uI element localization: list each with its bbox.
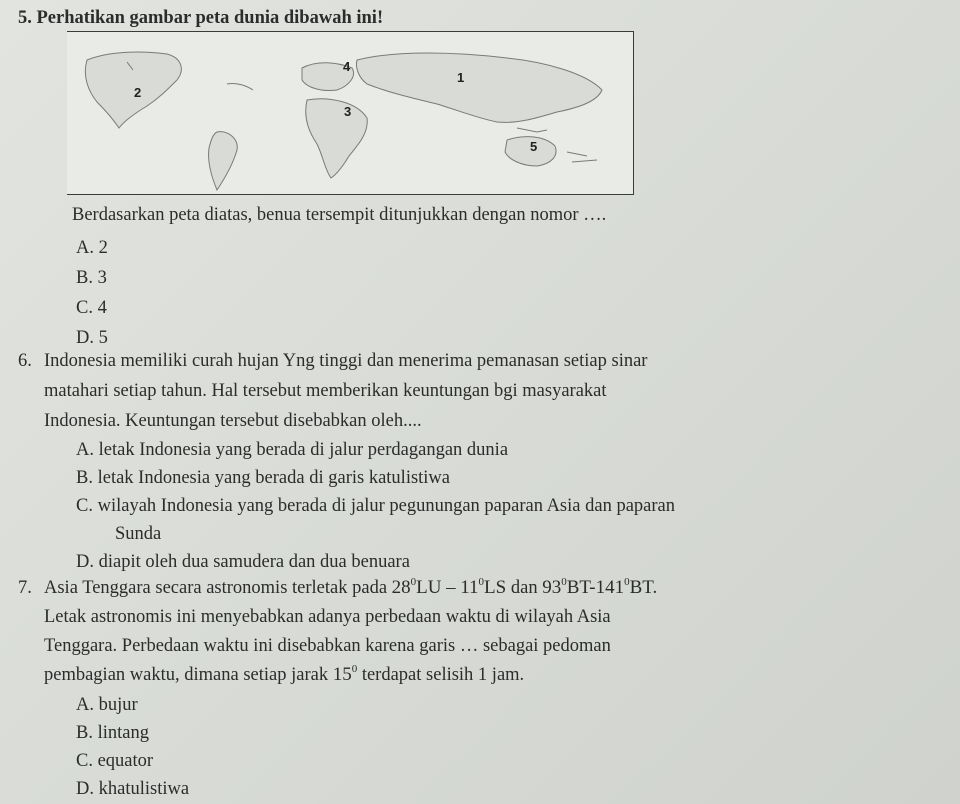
map-label-4: 4 bbox=[343, 59, 351, 74]
question-7-text-2: Letak astronomis ini menyebabkan adanya perbedaan waktu di wilayah Asia bbox=[44, 607, 611, 627]
question-7-line-1 bbox=[44, 577, 657, 599]
option-6c bbox=[76, 495, 675, 517]
question-7-line-3 bbox=[44, 635, 942, 657]
option-text: khatulistiwa bbox=[98, 779, 190, 799]
map-label-3: 3 bbox=[344, 104, 352, 119]
option-text: letak Indonesia yang berada di garis katulistiwa bbox=[97, 468, 451, 488]
question-7-prefix-4: pembagian waktu, dimana setiap jarak bbox=[44, 665, 329, 685]
option-letter: D. bbox=[76, 779, 94, 799]
option-6b bbox=[76, 467, 450, 489]
option-7d bbox=[76, 778, 189, 800]
option-6a bbox=[76, 439, 508, 461]
degree-symbol: 0 bbox=[561, 576, 567, 588]
option-letter: D. bbox=[76, 552, 94, 572]
degree-symbol: 0 bbox=[478, 576, 485, 588]
option-text: 3 bbox=[97, 268, 107, 288]
option-letter: D. bbox=[76, 328, 94, 348]
question-7-line-4 bbox=[44, 664, 524, 686]
option-letter: C. bbox=[76, 496, 93, 516]
option-letter: B. bbox=[76, 468, 93, 488]
question-5-stem: Berdasarkan peta diatas, benua tersempit ditunjukkan dengan nomor …. bbox=[72, 205, 607, 225]
question-6-text-1: Indonesia memiliki curah hujan Yng tinggi dan menerima pemanasan setiap sinar bbox=[44, 351, 648, 371]
option-letter: B. bbox=[76, 268, 93, 288]
option-letter: A. bbox=[76, 695, 94, 715]
question-6-line-3: Indonesia. Keuntungan tersebut disebabkan oleh.... bbox=[44, 411, 422, 431]
degree-symbol: 0 bbox=[410, 576, 417, 588]
option-letter: C. bbox=[76, 751, 93, 771]
question-7-line-2 bbox=[44, 606, 942, 628]
option-text: bujur bbox=[98, 695, 138, 715]
option-text: 4 bbox=[97, 298, 107, 318]
option-5b bbox=[76, 267, 107, 289]
option-letter: A. bbox=[76, 440, 94, 460]
question-6-line-2 bbox=[44, 380, 942, 402]
option-7b bbox=[76, 722, 149, 744]
question-6-line-1 bbox=[44, 350, 942, 372]
option-text: lintang bbox=[97, 723, 149, 743]
option-7a bbox=[76, 694, 138, 716]
option-text: wilayah Indonesia yang berada di jalur pegunungan paparan Asia dan paparan bbox=[97, 496, 675, 516]
option-text: equator bbox=[97, 751, 154, 771]
option-6d bbox=[76, 551, 410, 573]
longitude-range: $93^0BT-141^0BT$. bbox=[542, 576, 658, 598]
option-7c bbox=[76, 750, 153, 772]
question-6-number: 6. bbox=[18, 351, 32, 371]
option-5a bbox=[76, 237, 108, 259]
degrees-value: $15^0$ bbox=[332, 663, 358, 685]
option-6c-continuation: Sunda bbox=[115, 524, 162, 544]
question-7-text-3: Tenggara. Perbedaan waktu ini disebabkan karena garis … sebagai pedoman bbox=[44, 636, 611, 656]
question-7-number: 7. bbox=[18, 578, 32, 598]
latitude-south: $11^0LS$ bbox=[460, 576, 507, 598]
option-text: 2 bbox=[98, 238, 108, 258]
option-text: diapit oleh dua samudera dan dua benuara bbox=[98, 552, 410, 572]
question-7-prefix: Asia Tenggara secara astronomis terletak pada bbox=[44, 578, 388, 598]
world-map bbox=[67, 31, 634, 195]
degree-symbol: 0 bbox=[624, 576, 630, 588]
question-7-suffix-4: terdapat selisih 1 jam. bbox=[361, 665, 525, 685]
map-label-1: 1 bbox=[457, 70, 465, 85]
option-text: letak Indonesia yang berada di jalur perdagangan dunia bbox=[98, 440, 509, 460]
latitude-north: $28^0LU$ bbox=[391, 576, 442, 598]
map-label-5: 5 bbox=[530, 139, 538, 154]
range-dash: – bbox=[446, 577, 456, 598]
option-5d bbox=[76, 327, 108, 349]
question-number: 5. bbox=[18, 8, 32, 28]
option-letter: B. bbox=[76, 723, 93, 743]
question-text: Perhatikan gambar peta dunia dibawah ini! bbox=[36, 8, 384, 28]
map-label-2: 2 bbox=[134, 85, 142, 100]
question-6-text-2: matahari setiap tahun. Hal tersebut memberikan keuntungan bgi masyarakat bbox=[44, 381, 607, 401]
question-5-header bbox=[18, 7, 383, 29]
option-letter: A. bbox=[76, 238, 94, 258]
option-letter: C. bbox=[76, 298, 93, 318]
degree-symbol: 0 bbox=[351, 663, 358, 675]
option-text: 5 bbox=[98, 328, 108, 348]
option-5c bbox=[76, 297, 107, 319]
connector: dan bbox=[510, 578, 538, 598]
